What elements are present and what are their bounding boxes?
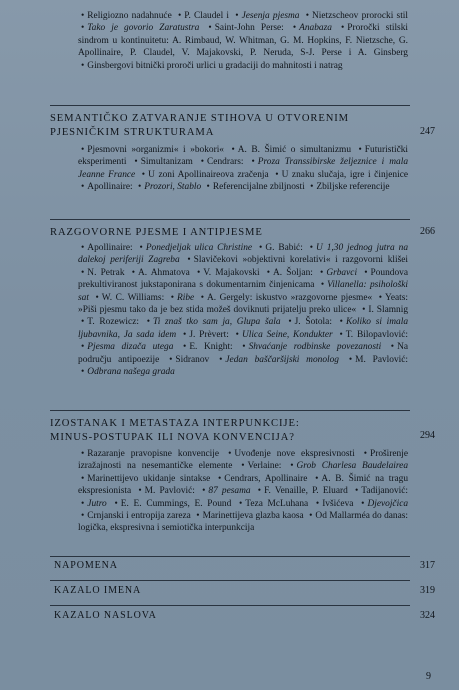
bullet-separator: • xyxy=(81,342,85,353)
entry-topic: Na području antipoezije xyxy=(78,342,409,365)
entry-topic: A. B. Šimić na tragu ekspresionista xyxy=(78,473,409,497)
bullet-separator: • xyxy=(239,498,243,509)
bullet-separator: • xyxy=(251,157,255,168)
entry-topic: Crnjanski i entropija zareza xyxy=(87,511,191,522)
work-title: Ti znaš tko sam ja, Glupa šala xyxy=(153,317,281,328)
work-title: Odbrana našega grada xyxy=(87,367,175,378)
entry-topic: E. E. Cummings, E. Pound xyxy=(120,498,232,509)
bullet-separator: • xyxy=(81,11,85,21)
bullet-separator: • xyxy=(309,511,313,522)
bullet-separator: • xyxy=(81,317,85,328)
entry-topic: A. Gergely: iskustvo »razgovorne pjesme« xyxy=(207,292,373,303)
entry-topic: Teza McLuhana xyxy=(245,498,309,509)
work-title: Djevojčica xyxy=(367,498,409,509)
entry-topic: Pjesmovni »organizmi« i »bokori« xyxy=(87,145,224,155)
section-heading-3-line-2: MINUS-POSTUPAK ILI NOVA KONVENCIJA? xyxy=(50,432,295,443)
bullet-separator: • xyxy=(320,267,324,278)
bullet-separator: • xyxy=(187,255,191,266)
work-title: Jutro xyxy=(87,498,107,509)
bullet-separator: • xyxy=(315,473,319,484)
entry-topic: M. Pavlović: xyxy=(144,486,195,497)
entry-topic: A. Šoljan: xyxy=(273,267,313,278)
bullet-separator: • xyxy=(81,473,85,484)
bullet-separator: • xyxy=(183,342,187,353)
section-items-1 xyxy=(78,144,408,194)
section-rule-2 xyxy=(50,219,410,220)
bullet-separator: • xyxy=(241,461,245,472)
bullet-separator: • xyxy=(390,342,395,353)
work-title: Anabaza xyxy=(299,23,332,34)
work-title: Tako je govorio Zaratustra xyxy=(87,23,200,34)
entry-topic: A. B. Šimić o simultanizmu xyxy=(237,145,352,155)
work-title: Proza Transsibirske željeznice i mala Jeanne France xyxy=(78,157,409,180)
entry-topic: I. Slamnig xyxy=(368,305,409,316)
bullet-separator: • xyxy=(134,157,138,168)
entry-topic: F. Venaille, P. Eluard xyxy=(264,486,348,497)
bullet-separator: • xyxy=(137,182,142,193)
bullet-separator: • xyxy=(290,461,294,472)
work-title: Pjesma dizača utega xyxy=(87,342,174,353)
section-page-2: 266 xyxy=(420,226,435,237)
bullet-separator: • xyxy=(310,182,314,193)
section-items-2 xyxy=(78,242,408,378)
section-page-1: 247 xyxy=(420,126,435,137)
bullet-separator: • xyxy=(339,317,343,328)
bullet-separator: • xyxy=(183,329,187,340)
entry-topic: Tadijanović: xyxy=(361,486,409,497)
entry-topic: Cendrars: xyxy=(207,157,244,168)
entry-topic: T. Rozewicz: xyxy=(87,317,139,328)
short-entry-page-3: 324 xyxy=(420,610,435,621)
entry-topic: J. Šotola: xyxy=(294,317,332,328)
entry-topic: V. Majakovski xyxy=(203,267,260,278)
bullet-separator: • xyxy=(81,267,85,278)
section-heading-1-line-1: SEMANTIČKO ZATVARANJE STIHOVA U OTVORENIM xyxy=(50,113,350,124)
entry-topic: A. Ahmatova xyxy=(137,267,190,278)
bullet-separator: • xyxy=(169,354,173,365)
entry-topic: Religiozno nadahnuće xyxy=(87,11,172,21)
work-title: Prozori, Stablo xyxy=(144,182,202,193)
entry-topic: Poundova prekultiviranost jukstaponirana s dokumentarnim činjenicama xyxy=(78,267,409,291)
bullet-separator: • xyxy=(362,305,366,316)
bullet-separator: • xyxy=(138,486,142,497)
bullet-separator: • xyxy=(235,11,239,21)
bullet-separator: • xyxy=(196,511,200,522)
work-title: 87 pesama xyxy=(208,486,251,497)
page-number: 9 xyxy=(426,671,431,682)
short-entry-kazalo-naslova: KAZALO NASLOVA xyxy=(54,610,157,621)
bullet-separator: • xyxy=(202,486,206,497)
entry-topic: Zbiljske referencije xyxy=(316,182,390,193)
short-entry-page-2: 319 xyxy=(420,585,435,596)
work-title: Ribe xyxy=(177,292,195,303)
bullet-separator: • xyxy=(275,169,279,180)
bullet-separator: • xyxy=(305,11,309,21)
bullet-separator: • xyxy=(257,486,262,497)
work-title: Grbavci xyxy=(326,267,358,278)
bullet-separator: • xyxy=(139,243,143,253)
bullet-separator: • xyxy=(355,486,359,497)
section-items-3 xyxy=(78,448,408,535)
entry-topic: Saint-John Perse: xyxy=(214,23,284,34)
bullet-separator: • xyxy=(81,449,85,459)
bullet-separator: • xyxy=(170,292,175,303)
bullet-separator: • xyxy=(363,449,367,459)
short-rule-1 xyxy=(50,556,410,557)
work-title: Villanella: psihološki sat xyxy=(78,280,408,303)
entry-topic: Uvođenje nove ekspresivnosti xyxy=(234,449,355,459)
entry-topic: Od Mallarméa do danas: logička, ekspresivna i semiotička interpunkcija xyxy=(78,511,409,534)
entry-topic: N. Petrak xyxy=(87,267,125,278)
top-block-text xyxy=(78,10,408,72)
bullet-separator: • xyxy=(309,243,314,253)
bullet-separator: • xyxy=(200,292,205,303)
work-title: Jesenja pjesma xyxy=(241,11,300,21)
entry-topic: Verlaine: xyxy=(247,461,282,472)
bullet-separator: • xyxy=(231,145,235,155)
bullet-separator: • xyxy=(378,292,383,303)
entry-topic: W. C. Williams: xyxy=(101,292,165,303)
bullet-separator: • xyxy=(315,498,320,509)
bullet-separator: • xyxy=(288,317,292,328)
section-rule-1 xyxy=(50,105,410,106)
bullet-separator: • xyxy=(320,280,325,291)
entry-topic: Sidranov xyxy=(175,354,210,365)
entry-topic: Ginsbergovi bitnički proroči urlici u gradaciji do mahnitosti i natrag xyxy=(87,60,343,71)
section-heading-1-line-2: PJESNIČKIM STRUKTURAMA xyxy=(50,127,215,138)
bullet-separator: • xyxy=(95,292,99,303)
bullet-separator: • xyxy=(114,498,118,509)
bullet-separator: • xyxy=(219,354,223,365)
work-title: Shvaćanje rodbinske povezanosti xyxy=(248,342,382,353)
section-heading-2-line-1: RAZGOVORNE PJESME I ANTIPJESME xyxy=(50,227,263,238)
entry-topic: Cendrars, Apollinaire xyxy=(224,473,308,484)
entry-topic: Yeats: »Piši pjesmu tako da je bez stida možeš doviknuti prijatelju preko ulice« xyxy=(78,292,409,316)
entry-topic: Referencijalne zbiljnosti xyxy=(212,182,305,193)
entry-topic: Marinettijevo ukidanje sintakse xyxy=(87,473,211,484)
section-heading-3-line-1: IZOSTANAK I METASTAZA INTERPUNKCIJE: xyxy=(50,418,300,429)
entry-topic: Razaranje pravopisne konvencije xyxy=(87,449,220,459)
entry-topic: Proširenje izražajnosti na nesemantičke elemente xyxy=(78,449,409,472)
entry-topic: G. Babić: xyxy=(265,243,303,253)
bullet-separator: • xyxy=(361,498,365,509)
entry-topic: Ivšićeva xyxy=(322,498,354,509)
short-rule-2 xyxy=(50,580,410,581)
bullet-separator: • xyxy=(259,243,263,253)
work-title: Ponedjeljak ulica Christine xyxy=(145,243,253,253)
entry-topic: Simultanizam xyxy=(140,157,193,168)
bullet-separator: • xyxy=(81,498,85,509)
bullet-separator: • xyxy=(81,243,85,253)
bullet-separator: • xyxy=(364,267,368,278)
bullet-separator: • xyxy=(235,329,239,340)
entry-topic: Nietzscheov prorocki stil xyxy=(312,11,409,21)
entry-topic: Apollinaire: xyxy=(87,182,133,193)
work-title: Koliko si imala ljubavnika, Ja sada idem xyxy=(78,317,409,340)
bullet-separator: • xyxy=(206,182,210,193)
bullet-separator: • xyxy=(208,23,212,34)
entry-topic: Proročki stilski sindrom u kontinuitetu: A. Rimbaud, W. Whitman, G. M. Hopkins, F. Nietzsche, G. Apollinaire, P. Claudel, V. Majakovski, P. Neruda, S-J. Perse i A. Ginsberg xyxy=(78,23,408,59)
entry-topic: U zoni Apollinaireova zračenja xyxy=(148,169,269,180)
entry-topic: Apollinaire: xyxy=(87,243,133,253)
work-title: Grob Charlesa Baudelairea xyxy=(296,461,409,472)
bullet-separator: • xyxy=(358,145,362,155)
bullet-separator: • xyxy=(81,182,85,193)
section-page-3: 294 xyxy=(420,430,435,441)
bullet-separator: • xyxy=(266,267,271,278)
short-entry-page-1: 317 xyxy=(420,560,435,571)
section-rule-3 xyxy=(50,410,410,411)
short-rule-3 xyxy=(50,605,410,606)
bullet-separator: • xyxy=(81,145,85,155)
entry-topic: J. Prèvert: xyxy=(189,329,229,340)
section-heading-3 xyxy=(50,417,350,445)
bullet-separator: • xyxy=(146,317,150,328)
bullet-separator: • xyxy=(141,169,146,180)
bullet-separator: • xyxy=(242,342,246,353)
bullet-separator: • xyxy=(81,511,85,522)
bullet-separator: • xyxy=(292,23,297,34)
bullet-separator: • xyxy=(81,23,85,34)
bullet-separator: • xyxy=(81,367,85,378)
bullet-separator: • xyxy=(200,157,205,168)
entry-topic: T. Bilopavlović: xyxy=(345,329,409,340)
bullet-separator: • xyxy=(196,267,201,278)
work-title: Jedan baščaršijski monolog xyxy=(225,354,339,365)
bullet-separator: • xyxy=(348,354,353,365)
entry-topic: U znaku slučaja, igre i činjenice xyxy=(281,169,409,180)
entry-topic: Futuristički eksperimenti xyxy=(78,145,409,168)
bullet-separator: • xyxy=(131,267,135,278)
entry-topic: E. Knight: xyxy=(189,342,233,353)
short-entry-napomena: NAPOMENA xyxy=(54,560,118,571)
section-heading-1 xyxy=(50,112,350,140)
entry-topic: Marinettijeva glazba kaosa xyxy=(202,511,304,522)
work-title: U 1,30 jednog jutra na dalekoj periferiji Zagreba xyxy=(78,243,409,266)
bullet-separator: • xyxy=(340,23,345,34)
work-title: Ulica Seine, Kondukter xyxy=(241,329,333,340)
entry-topic: M. Pavlović: xyxy=(355,354,409,365)
short-entry-kazalo-imena: KAZALO IMENA xyxy=(54,585,142,596)
entry-topic: P. Claudel i xyxy=(184,11,230,21)
bullet-separator: • xyxy=(81,60,85,71)
bullet-separator: • xyxy=(339,329,343,340)
section-heading-2 xyxy=(50,226,350,240)
bullet-separator: • xyxy=(228,449,232,459)
entry-topic: Slavičekovi »objektivni korelativi« i razgovorni klišei xyxy=(193,255,408,266)
bullet-separator: • xyxy=(177,11,182,21)
bullet-separator: • xyxy=(218,473,222,484)
